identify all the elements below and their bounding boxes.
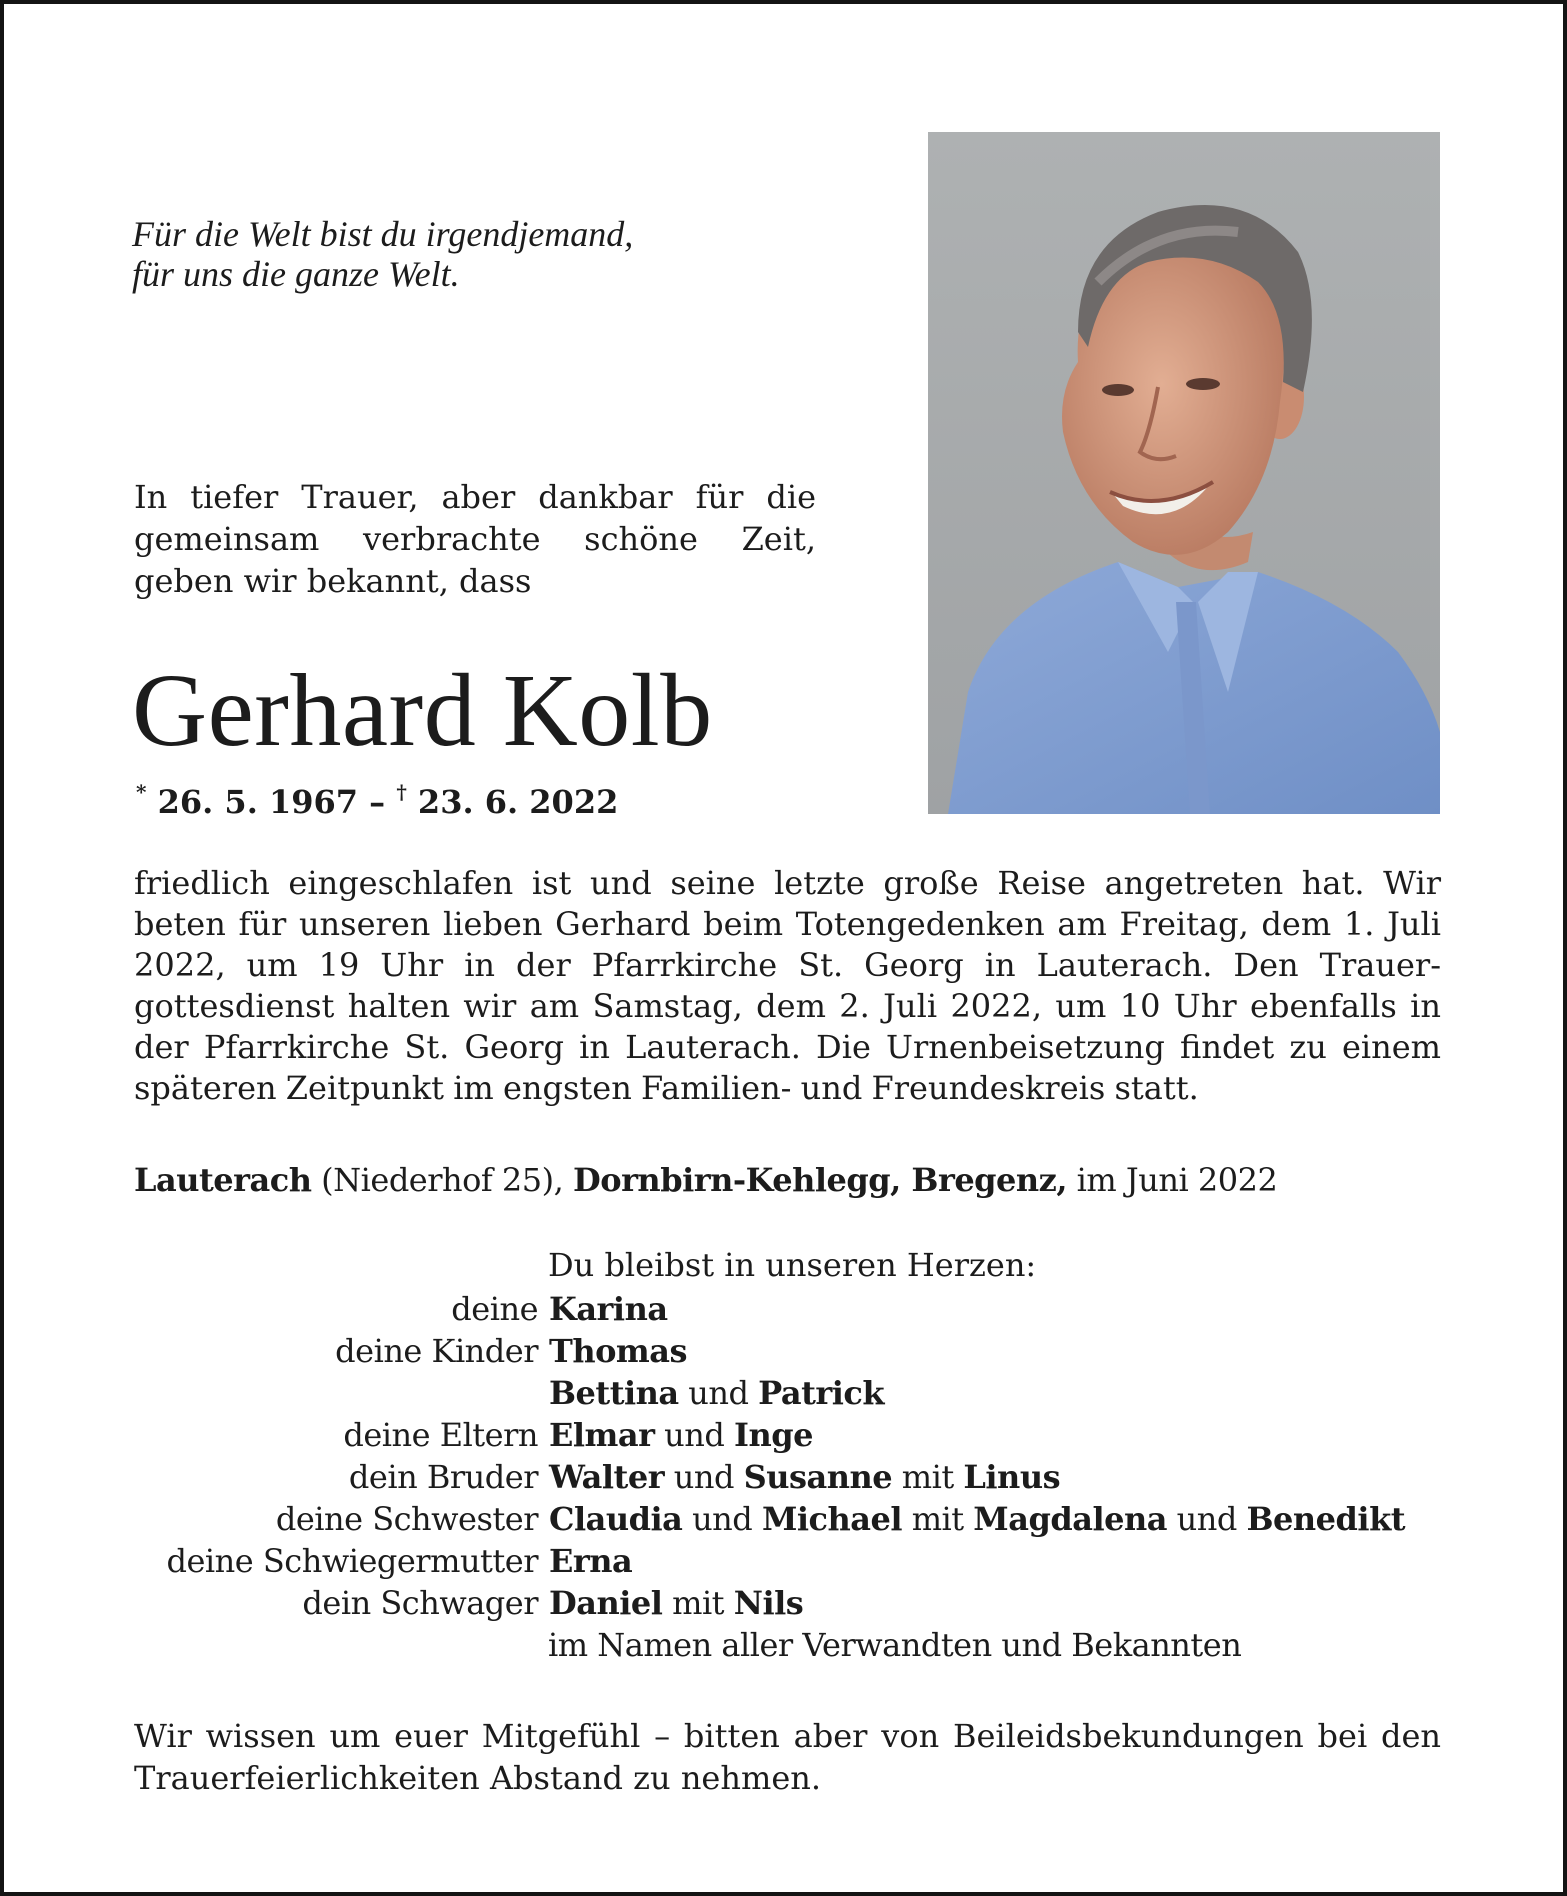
mourner-connector: mit [662,1584,734,1622]
death-symbol: † [396,780,407,804]
mourner-connector: und [678,1374,759,1412]
mourner-names [549,1540,632,1582]
quote-line-2: für uns die ganze Welt. [132,254,460,294]
mourner-row [4,1540,1444,1582]
mourner-relation: dein Schwager [302,1584,538,1622]
places-and-date [134,1159,1444,1201]
mourner-row [4,1288,1444,1330]
mourner-names [549,1372,884,1414]
place-address: (Niederhof 25), [311,1161,573,1199]
mourner-relation: deine [451,1290,538,1328]
mourners-footer: im Namen aller Verwandten und Bekannten [548,1626,1242,1664]
mourner-name: Karina [549,1290,668,1328]
mourner-names [549,1414,813,1456]
mourner-names [549,1330,687,1372]
mourner-name: Patrick [758,1374,885,1412]
closing-text: Wir wissen um euer Mitgefühl – bitten aber von Beileidsbekundungen bei den Trauerfeierlichkeiten Abstand zu nehmen. [134,1717,1441,1797]
mourner-name: Inge [734,1416,814,1454]
mourner-connector: und [682,1500,762,1538]
mourner-row [4,1414,1444,1456]
mourner-connector: und [654,1416,735,1454]
mourner-row [4,1498,1444,1540]
mourner-name: Erna [549,1542,633,1580]
birth-symbol: * [136,780,147,804]
portrait-photo [928,132,1440,814]
mourner-name: Benedikt [1246,1500,1406,1538]
mourner-connector: mit [902,1500,974,1538]
mourner-relation [4,1372,538,1414]
mourner-relation: deine Eltern [343,1416,538,1454]
place-others: Dornbirn-Kehlegg, Bregenz, [572,1161,1067,1199]
portrait-illustration [928,132,1440,814]
mourner-relation: deine Kinder [335,1332,538,1370]
date-separator: – [358,783,397,821]
life-dates [136,782,618,822]
mourner-row [4,1372,1444,1414]
mourner-name: Michael [761,1500,903,1538]
birth-date: 26. 5. 1967 [157,783,359,821]
mourner-names [549,1582,803,1624]
mourner-names [549,1288,668,1330]
mourner-name: Thomas [549,1332,688,1370]
place-lauterach: Lauterach [134,1161,312,1199]
quote-line-1: Für die Welt bist du irgendjemand, [132,214,634,254]
funeral-details: friedlich eingeschlafen ist und seine letzte große Reise angetreten hat. Wir beten für unseren lieben Gerhard beim Totengedenken am Freitag, dem 1. Juli 2022, um 19 Uhr in der Pfarrkirche St. Georg in Lauterach. Den Trauergottesdienst halten wir am Samstag, dem 2. Juli 2022, um 10 Uhr ebenfalls in der Pfarrkirche St. Georg in Lauterach. Die Urnenbeisetzung findet zu einem späteren Zeitpunkt im engsten Familien- und Freundeskreis statt. [134,864,1441,1107]
intro-text: In tiefer Trauer, aber dankbar für die gemeinsam verbrachte schöne Zeit, geben wir bekannt, dass [134,478,816,600]
mourner-name: Walter [549,1458,665,1496]
mourner-relation: deine Schwester [275,1500,538,1538]
mourner-name: Bettina [549,1374,679,1412]
mourners-heading: Du bleibst in unseren Herzen: [548,1246,1037,1284]
mourner-name: Elmar [549,1416,655,1454]
mourner-name: Daniel [549,1584,663,1622]
mourner-name: Claudia [549,1500,683,1538]
mourner-connector: mit [892,1458,964,1496]
death-date: 23. 6. 2022 [417,783,619,821]
mourner-names [549,1498,1405,1540]
mourner-connector: und [1166,1500,1247,1538]
mourner-names [549,1456,1060,1498]
mourner-name: Linus [963,1458,1061,1496]
mourner-connector: und [664,1458,744,1496]
mourner-rows [4,1288,1444,1624]
mourner-relation: dein Bruder [348,1458,538,1496]
mourner-name: Magdalena [973,1500,1167,1538]
mourner-name: Nils [733,1584,804,1622]
memorial-quote [132,214,752,294]
mourner-name: Susanne [743,1458,893,1496]
mourners-list [4,1244,1444,1666]
deceased-name: Gerhard Kolb [132,653,713,768]
mourner-row [4,1582,1444,1624]
mourner-row [4,1456,1444,1498]
mourner-row [4,1330,1444,1372]
mourner-relation: deine Schwiegermutter [166,1542,538,1580]
notice-date: im Juni 2022 [1066,1161,1278,1199]
